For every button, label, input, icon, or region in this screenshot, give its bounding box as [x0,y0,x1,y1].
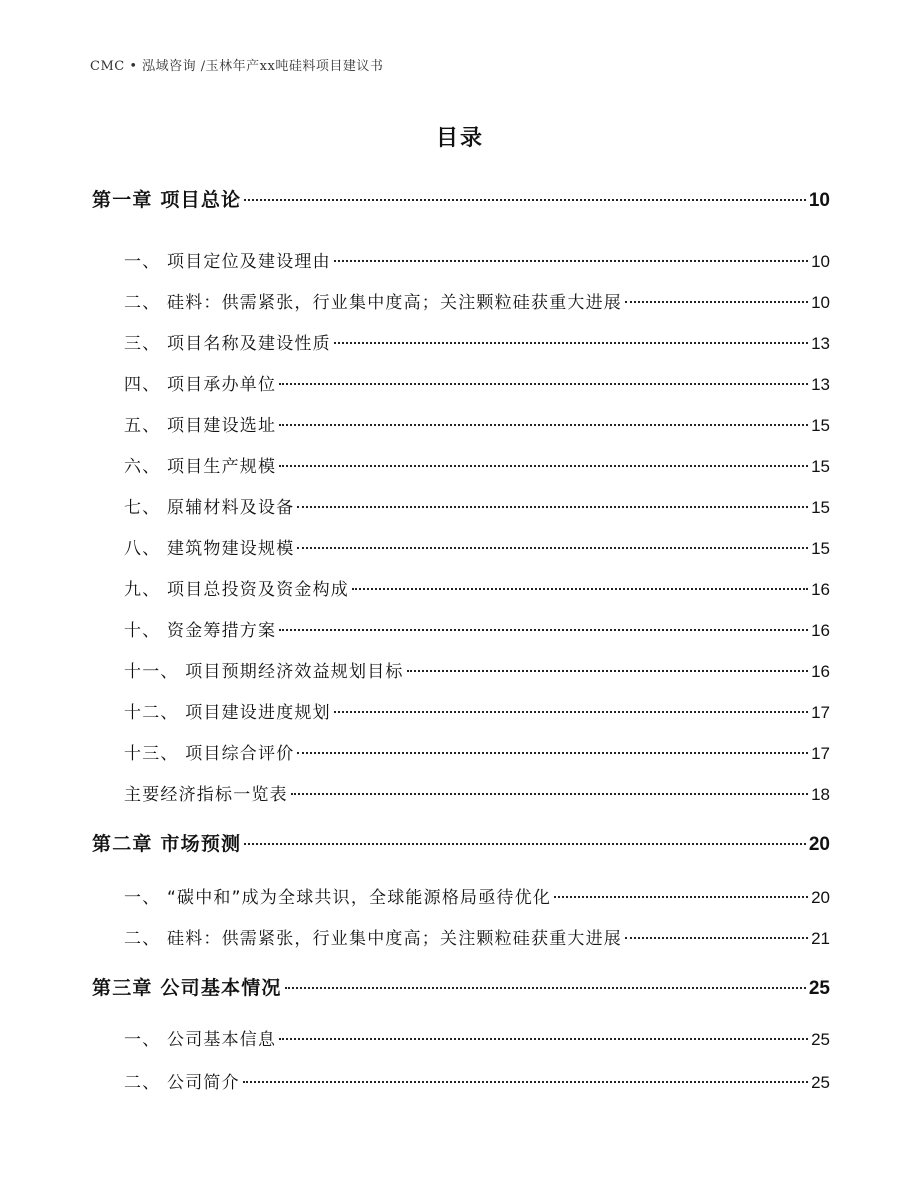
toc-section-1-3[interactable] [124,329,830,354]
toc-entry-label: 六、 项目生产规模 [124,457,277,477]
toc-leader-dots [279,424,808,426]
toc-entry-label: 第二章 市场预测 [92,833,242,855]
toc-leader-dots [334,711,808,713]
toc-entry-page: 25 [811,1030,830,1049]
toc-entry-label: 十三、 项目综合评价 [124,744,295,764]
toc-entry-page: 16 [811,621,830,640]
toc-chapter-2[interactable] [92,829,830,856]
toc-title: 目录 [435,126,484,151]
toc-entry-page: 25 [811,1073,830,1092]
toc-entry-page: 18 [811,785,830,804]
toc-entry-page: 25 [808,978,830,999]
toc-entry-label: 三、 项目名称及建设性质 [124,334,331,354]
toc-section-1-5[interactable] [124,411,830,436]
toc-entry-label: 二、 硅料：供需紧张，行业集中度高；关注颗粒硅获重大进展 [124,929,623,949]
toc-entry-page: 17 [811,703,830,722]
toc-entry-label: 四、 项目承办单位 [124,375,277,395]
toc-section-2-1[interactable] [124,883,830,908]
toc-section-1-6[interactable] [124,452,830,477]
toc-leader-dots [297,752,808,754]
toc-entry-page: 13 [811,334,830,353]
toc-entry-page: 15 [811,416,830,435]
toc-section-1-11[interactable] [124,657,830,682]
toc-leader-dots [625,937,808,939]
toc-leader-dots [334,342,808,344]
toc-section-1-12[interactable] [124,698,830,723]
toc-entry-page: 20 [811,888,830,907]
toc-leader-dots [279,629,808,631]
toc-leader-dots [297,506,808,508]
toc-entry-label: 九、 项目总投资及资金构成 [124,580,350,600]
toc-entry-page: 16 [811,580,830,599]
toc-chapter-1[interactable] [92,185,830,212]
toc-leader-dots [554,896,808,898]
toc-entry-page: 10 [811,252,830,271]
toc-entry-label: 五、 项目建设选址 [124,416,277,436]
toc-entry-label: 十二、 项目建设进度规划 [124,703,331,723]
toc-section-3-2[interactable] [124,1068,830,1093]
toc-entry-page: 13 [811,375,830,394]
toc-leader-dots [334,260,808,262]
toc-section-1-13[interactable] [124,739,830,764]
toc-entry-page: 10 [811,293,830,312]
toc-entry-label: 一、 “碳中和”成为全球共识，全球能源格局亟待优化 [124,888,552,908]
toc-entry-label: 二、 公司简介 [124,1073,240,1093]
toc-entry-label: 第三章 公司基本情况 [92,977,282,999]
document-header: CMC • 泓域咨询 /玉林年产xx吨硅料项目建议书 [90,59,384,74]
toc-section-1-9[interactable] [124,575,830,600]
toc-leader-dots [407,670,808,672]
toc-leader-dots [297,547,808,549]
toc-leader-dots [291,793,808,795]
toc-entry-page: 21 [811,929,830,948]
toc-entry-page: 15 [811,498,830,517]
toc-leader-dots [243,1081,808,1083]
toc-entry-label: 二、 硅料：供需紧张，行业集中度高；关注颗粒硅获重大进展 [124,293,623,313]
toc-section-1-2[interactable] [124,288,830,313]
toc-entry-label: 十、 资金筹措方案 [124,621,277,641]
toc-section-1-14[interactable] [124,780,830,805]
toc-section-3-1[interactable] [124,1025,830,1050]
toc-entry-label: 第一章 项目总论 [92,189,242,211]
toc-entry-label: 主要经济指标一览表 [124,785,288,805]
toc-entry-page: 15 [811,457,830,476]
toc-entry-label: 一、 项目定位及建设理由 [124,252,331,272]
toc-entry-page: 16 [811,662,830,681]
toc-leader-dots [244,199,806,201]
toc-entry-page: 17 [811,744,830,763]
toc-section-1-8[interactable] [124,534,830,559]
toc-entry-label: 一、 公司基本信息 [124,1030,277,1050]
toc-leader-dots [279,1038,808,1040]
toc-entry-label: 八、 建筑物建设规模 [124,539,295,559]
toc-leader-dots [279,465,808,467]
toc-leader-dots [285,987,806,989]
toc-section-1-7[interactable] [124,493,830,518]
toc-chapter-3[interactable] [92,973,830,1000]
toc-leader-dots [279,383,808,385]
toc-entry-label: 十一、 项目预期经济效益规划目标 [124,662,404,682]
toc-entry-label: 七、 原辅材料及设备 [124,498,295,518]
toc-entry-page: 15 [811,539,830,558]
toc-section-2-2[interactable] [124,924,830,949]
toc-section-1-4[interactable] [124,370,830,395]
toc-leader-dots [244,843,806,845]
toc-leader-dots [352,588,808,590]
toc-entry-page: 20 [808,834,830,855]
toc-section-1-10[interactable] [124,616,830,641]
toc-section-1-1[interactable] [124,247,830,272]
toc-leader-dots [625,301,808,303]
toc-entry-page: 10 [808,190,830,211]
